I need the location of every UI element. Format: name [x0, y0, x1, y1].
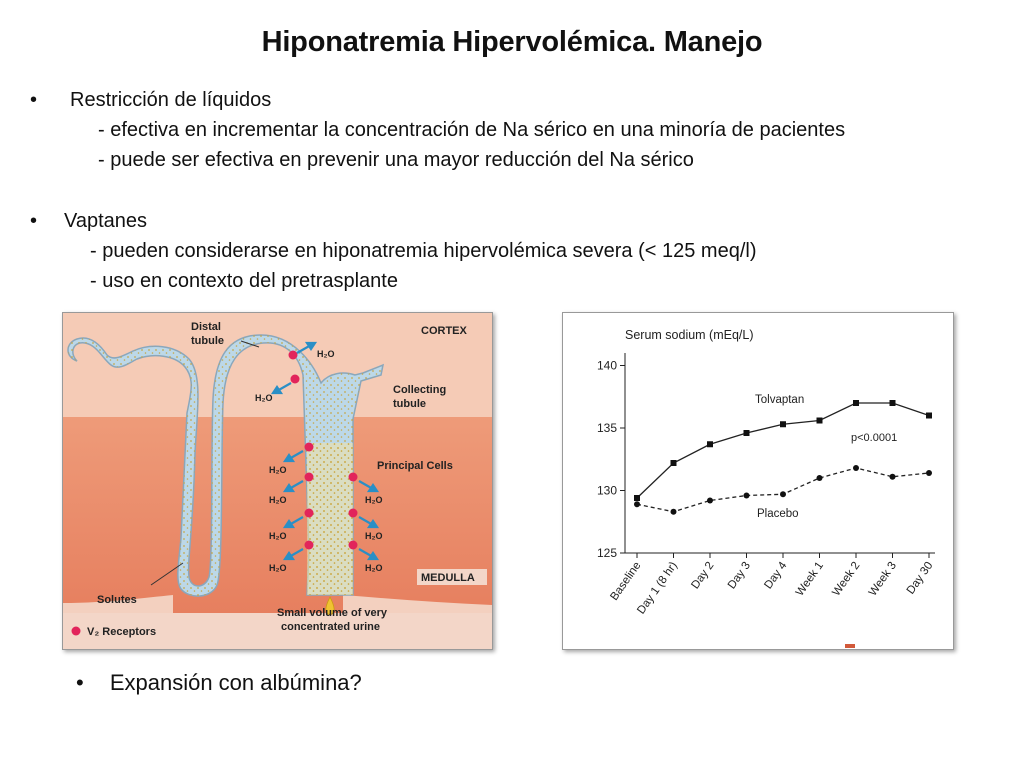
- label-cortex: CORTEX: [421, 325, 467, 337]
- label-h2o: H₂O: [365, 563, 383, 573]
- label-h2o: H₂O: [269, 495, 287, 505]
- label-h2o: H₂O: [365, 531, 383, 541]
- data-point-tolvaptan: [671, 460, 677, 466]
- bullet-marker: •: [30, 89, 38, 111]
- serum-sodium-chart: [562, 312, 954, 650]
- y-tick-label: 130: [596, 483, 617, 498]
- bullet-text: Expansión con albúmina?: [109, 670, 362, 695]
- label-collecting-tubule: tubule: [393, 398, 426, 410]
- bullet-marker: •: [76, 670, 84, 695]
- label-medulla: MEDULLA: [421, 572, 475, 584]
- data-point-placebo: [634, 501, 640, 507]
- data-point-tolvaptan: [707, 441, 713, 447]
- sub-bullet: - efectiva en incrementar la concentración de Na sérico en una minoría de pacientes: [98, 119, 846, 141]
- label-collecting: Collecting: [393, 384, 447, 396]
- bullet-text: Restricción de líquidos: [70, 89, 272, 111]
- label-v2-receptors: V₂ Receptors: [87, 626, 157, 638]
- kidney-diagram: [62, 312, 493, 650]
- x-tick-label: Day 1 (8 hr): [635, 559, 680, 617]
- label-h2o: H₂O: [255, 393, 273, 403]
- label-h2o: H₂O: [269, 531, 287, 541]
- label-distal: Distal: [191, 321, 221, 333]
- p-value-annotation: p<0.0001: [851, 432, 898, 444]
- series-line-placebo: [637, 468, 929, 512]
- data-point-placebo: [890, 474, 896, 480]
- data-point-placebo: [780, 491, 786, 497]
- sub-bullet: - puede ser efectiva en prevenir una mayor reducción del Na sérico: [98, 149, 694, 171]
- data-point-placebo: [853, 465, 859, 471]
- data-point-tolvaptan: [744, 430, 750, 436]
- x-tick-label: Day 30: [904, 559, 936, 597]
- label-h2o: H₂O: [317, 349, 335, 359]
- data-point-placebo: [671, 509, 677, 515]
- sub-bullet: - uso en contexto del pretrasplante: [90, 270, 398, 292]
- label-urine-1: Small volume of very: [277, 607, 388, 619]
- data-point-placebo: [817, 475, 823, 481]
- data-point-tolvaptan: [890, 400, 896, 406]
- y-tick-label: 135: [596, 421, 617, 435]
- x-tick-label: Week 1: [793, 559, 826, 599]
- x-tick-label: Baseline: [608, 559, 644, 603]
- label-tubule: tubule: [191, 335, 224, 347]
- data-point-tolvaptan: [853, 400, 859, 406]
- data-point-tolvaptan: [817, 418, 823, 424]
- label-h2o: H₂O: [365, 495, 383, 505]
- bullet-albumin: [76, 668, 362, 698]
- data-point-placebo: [707, 498, 713, 504]
- x-tick-label: Day 4: [762, 559, 790, 592]
- data-point-tolvaptan: [926, 413, 932, 419]
- y-tick-label: 125: [596, 546, 617, 560]
- label-principal-cells: Principal Cells: [377, 460, 453, 472]
- bullet-text: Vaptanes: [64, 210, 148, 232]
- label-h2o: H₂O: [269, 465, 287, 475]
- data-point-placebo: [926, 470, 932, 476]
- chart-title: Serum sodium (mEq/L): [625, 328, 754, 342]
- label-solutes: Solutes: [97, 594, 137, 606]
- label-h2o: H₂O: [269, 563, 287, 573]
- data-point-tolvaptan: [780, 421, 786, 427]
- x-tick-label: Week 3: [866, 559, 899, 599]
- legend-receptor-dot: [72, 627, 81, 636]
- y-tick-label: 140: [596, 358, 617, 373]
- series-label-tolvaptan: Tolvaptan: [755, 394, 805, 406]
- sub-bullet: - pueden considerarse en hiponatremia hipervolémica severa (< 125 meq/l): [90, 240, 757, 262]
- series-line-tolvaptan: [637, 403, 929, 498]
- data-point-placebo: [744, 493, 750, 499]
- series-label-placebo: Placebo: [757, 508, 799, 520]
- footer-mark: [845, 644, 855, 648]
- x-tick-label: Day 2: [689, 559, 717, 592]
- bullet-marker: •: [30, 210, 38, 232]
- x-tick-label: Day 3: [725, 559, 753, 592]
- slide-title: Hiponatremia Hipervolémica. Manejo: [261, 26, 763, 58]
- data-point-tolvaptan: [634, 495, 640, 501]
- x-tick-label: Week 2: [830, 559, 863, 599]
- label-urine-2: concentrated urine: [281, 621, 381, 633]
